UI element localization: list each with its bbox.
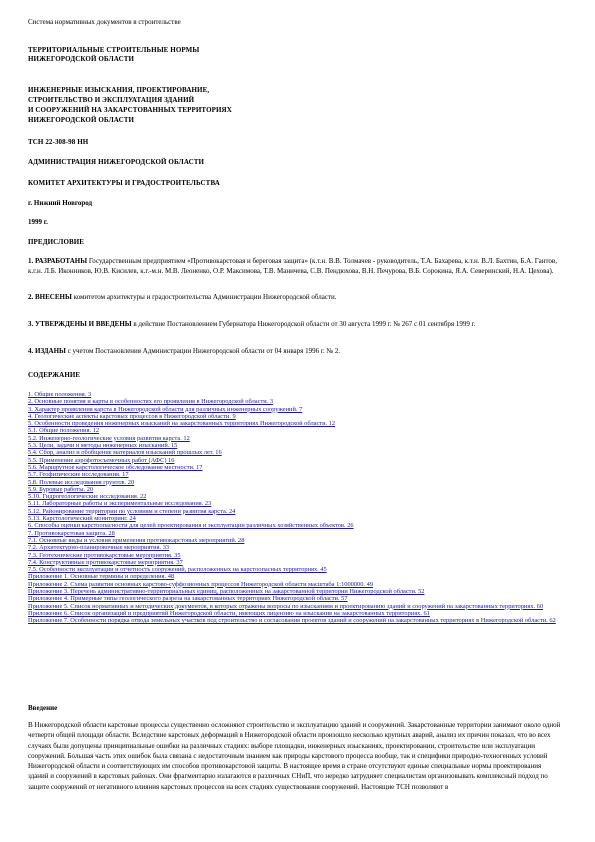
toc-link[interactable]: 5.10. Гидрогеологические исследования. 22 bbox=[28, 493, 147, 501]
preface-item-text: Государственным предприятием «Противокарстовая и береговая защита» (к.т.н. В.В. Толмачев - руководитель, Т.А. Бахарева, к.т.н. В.Л. Бахтин, Б.А. Гантов, к.г.н. Л.Б. Иконников, Ю.В. Кисилев, к.г.-м.н. М.В. Леоненко, О.Р. Максимова, Т.В. Маничева, С.В. Пендюхова, В.Н. Печурова, В.Б. Сорокина, Я.А. Северинский, Н.А. Цехова). bbox=[28, 257, 557, 275]
toc-link[interactable]: 5.1. Общие положения. 12 bbox=[28, 427, 100, 435]
toc-link[interactable]: Приложение 4. Примерные типы геологического разреза на закарстованных территориях Нижегородской области. 57 bbox=[28, 595, 348, 603]
toc-item bbox=[28, 464, 568, 471]
toc-item bbox=[28, 530, 568, 537]
toc-link[interactable]: 5.4. Сбор, анализ и обобщение материалов изысканий прошлых лет. 16 bbox=[28, 449, 222, 457]
toc-link[interactable]: 6. Способы оценки карстоопасности для целей проектирования и эксплуатации различных хозяйственных объектов. 26 bbox=[28, 522, 354, 530]
subject-line-3: И СООРУЖЕНИЙ НА ЗАКАРСТОВАННЫХ ТЕРРИТОРИЯХ bbox=[28, 106, 232, 114]
toc-item bbox=[28, 471, 568, 478]
city: г. Нижний Новгород bbox=[28, 199, 93, 207]
toc-link[interactable]: 7.5. Особенности эксплуатации и отчетность сооружений, расположенных на карстоопасных территориях. 45 bbox=[28, 566, 327, 574]
toc-link[interactable]: 5.6. Маршрутное карстологическое обследование местности. 17 bbox=[28, 463, 203, 471]
toc-item bbox=[28, 449, 568, 456]
subject-line-4: НИЖЕГОРОДСКОЙ ОБЛАСТИ bbox=[28, 116, 135, 124]
toc-link[interactable]: 5.8. Полевые исследования грунтов. 20 bbox=[28, 478, 135, 486]
toc-item bbox=[28, 413, 568, 420]
toc-link[interactable]: 7.3. Геотехнические противокарстовые мероприятия. 35 bbox=[28, 551, 181, 559]
toc-item bbox=[28, 595, 568, 602]
toc-item bbox=[28, 573, 568, 580]
toc-item bbox=[28, 500, 568, 507]
toc-item bbox=[28, 486, 568, 493]
toc-link[interactable]: 5.2. Инженерно-геологические условия развития карста. 12 bbox=[28, 434, 190, 442]
preface-item-1 bbox=[28, 256, 563, 276]
toc-link[interactable]: 5.9. Буровые работы. 20 bbox=[28, 485, 94, 493]
toc-link[interactable]: 1. Общие положения. 3 bbox=[28, 391, 92, 398]
toc-link[interactable]: 3. Характер проявления карста в Нижегородской области для различных инженерных сооружений. 7 bbox=[28, 405, 303, 413]
title-line-1: ТЕРРИТОРИАЛЬНЫЕ СТРОИТЕЛЬНЫЕ НОРМЫ bbox=[28, 46, 200, 54]
toc-link[interactable]: Приложение 7. Особенности порядка отвода земельных участков под строительство и согласования проектов зданий и сооружений на закарстованных территориях в Нижегородской области. 62 bbox=[28, 617, 556, 625]
toc-item bbox=[28, 391, 568, 398]
toc-item bbox=[28, 588, 568, 595]
toc-link[interactable]: 5.13. Карстологический мониторинг. 24 bbox=[28, 515, 136, 523]
toc-link[interactable]: Приложение 5. Список нормативных и методических документов, в которых отражены вопросы по изысканиям и проектированию зданий и сооружений на закарстованных территориях. 60 bbox=[28, 602, 544, 610]
intro-paragraph: В Нижегородской области карстовые процессы существенно осложняют строительство и эксплуатацию зданий и сооружений. Закарстованные территории занимают около одной четверти общей площади области. Вследствие карстовых деформаций в Нижегородской области произошло несколько крупных аварий, анализ их причин показал, что во всех случаях были допущены принципиальные ошибки на различных стадиях: выборе площадки, инженерных изысканиях, проектировании, строительстве или эксплуатации сооружений. Большая часть этих ошибок была связана с недостаточным знанием как природы карстового процесса вообще, так и специфики природно-техногенных условий Нижегородской области и соответствующих им способов противокарстовой защиты. В настоящее время в стране отсутствуют единые специальные нормы проектирования зданий и сооружений в карстовых районах. Они фрагментарно излагаются в различных СНиП, что нередко затрудняет специалистам организовывать комплексный подход по защите сооружений от негативного влияния карстовых процессов на всех стадиях существования сооружений. Настоящие ТСН позволяют в bbox=[28, 721, 561, 791]
toc-link[interactable]: 5.3. Цели, задачи и методы инженерных изысканий. 15 bbox=[28, 442, 178, 450]
toc-link[interactable]: 4. Геологические аспекты карстовых процессов в Нижегородской области. 9 bbox=[28, 412, 236, 420]
toc-item bbox=[28, 406, 568, 413]
committee-name: КОМИТЕТ АРХИТЕКТУРЫ И ГРАДОСТРОИТЕЛЬСТВА bbox=[28, 179, 220, 187]
toc-item bbox=[28, 617, 568, 624]
toc-link[interactable]: 5.7. Геофизические исследования. 17 bbox=[28, 471, 129, 479]
toc-item bbox=[28, 537, 568, 544]
toc-link[interactable]: 5.11. Лабораторные работы и экспериментальные исследования. 23 bbox=[28, 500, 212, 508]
toc-link[interactable]: 7. Противокарстовая защита. 28 bbox=[28, 529, 115, 537]
toc-link[interactable]: 2. Основные понятия и карты в особенностях его проявления в Нижегородской области. 3 bbox=[28, 398, 274, 406]
toc-link[interactable]: Приложение 3. Перечень административно-территориальных единиц, расположенных на закарстованной территории Нижегородской области. 52 bbox=[28, 588, 425, 596]
toc-item bbox=[28, 398, 568, 405]
toc-item bbox=[28, 493, 568, 500]
title-line-2: НИЖЕГОРОДСКОЙ ОБЛАСТИ bbox=[28, 55, 135, 63]
toc-link[interactable]: 7.4. Конструктивные противокарстовые мероприятия. 37 bbox=[28, 558, 183, 566]
preface-item-lead: 1. РАЗРАБОТАНЫ bbox=[28, 257, 88, 265]
toc-link[interactable]: Приложение 2. Схема развития основных карстово-суффозионных процессов Нижегородской области масштаба 1:1000000. 49 bbox=[28, 580, 374, 588]
toc-item bbox=[28, 603, 568, 610]
toc-link[interactable]: Приложение 6. Список организаций и предприятий Нижегородской области, имеющих лицензию на изыскания на закарстованных территориях. 61 bbox=[28, 609, 430, 617]
toc-item bbox=[28, 427, 568, 434]
preface-item-lead: 4. ИЗДАНЫ bbox=[28, 347, 66, 355]
administration-name: АДМИНИСТРАЦИЯ НИЖЕГОРОДСКОЙ ОБЛАСТИ bbox=[28, 158, 205, 166]
preface-item-lead: 2. ВНЕСЕНЫ bbox=[28, 293, 72, 301]
toc-item bbox=[28, 566, 568, 573]
toc-link[interactable]: 7.2. Архитектурно-планировочные мероприятия. 33 bbox=[28, 544, 170, 552]
toc-item bbox=[28, 544, 568, 551]
toc-item bbox=[28, 522, 568, 529]
toc-item bbox=[28, 610, 568, 617]
preface-item-text: в действие Постановлением Губернатора Нижегородской области от 30 августа 1999 г. № 267 с 01 сентября 1999 г. bbox=[131, 320, 476, 328]
toc-item bbox=[28, 559, 568, 566]
toc-link[interactable]: 7.1. Основные виды и условия применения противокарстовых мероприятий. 28 bbox=[28, 536, 245, 544]
toc-item bbox=[28, 457, 568, 464]
subject-line-1: ИНЖЕНЕРНЫЕ ИЗЫСКАНИЯ, ПРОЕКТИРОВАНИЕ, bbox=[28, 86, 210, 94]
document-code: ТСН 22-308-98 НН bbox=[28, 138, 89, 146]
toc-item bbox=[28, 508, 568, 515]
preface-item-2 bbox=[28, 292, 563, 302]
table-of-contents bbox=[28, 391, 568, 625]
toc-item bbox=[28, 435, 568, 442]
preface-item-3 bbox=[28, 319, 563, 329]
toc-item bbox=[28, 442, 568, 449]
toc-item bbox=[28, 479, 568, 486]
header-line: Система нормативных документов в строительстве bbox=[28, 18, 181, 26]
toc-link[interactable]: Приложение 1. Основные термины и определения. 48 bbox=[28, 573, 175, 581]
toc-item bbox=[28, 552, 568, 559]
year: 1999 г. bbox=[28, 218, 48, 226]
preface-item-lead: 3. УТВЕРЖДЕНЫ И ВВЕДЕНЫ bbox=[28, 320, 132, 328]
preface-heading: ПРЕДИСЛОВИЕ bbox=[28, 238, 85, 246]
preface-item-text: комитетом архитектуры и градостроительства Администрации Нижегородской области. bbox=[71, 293, 337, 301]
toc-item bbox=[28, 581, 568, 588]
toc-item bbox=[28, 420, 568, 427]
preface-item-4 bbox=[28, 346, 563, 356]
preface-item-text: с учетом Постановления Администрации Нижегородской области от 04 января 1996 г. № 2. bbox=[65, 347, 341, 355]
intro-heading: Введение bbox=[28, 704, 58, 712]
contents-heading: СОДЕРЖАНИЕ bbox=[28, 371, 81, 379]
subject-line-2: СТРОИТЕЛЬСТВО И ЭКСПЛУАТАЦИЯ ЗДАНИЙ bbox=[28, 96, 195, 104]
toc-link[interactable]: 5.12. Районирование территории по условиям и степени развития карста. 24 bbox=[28, 507, 236, 515]
toc-link[interactable]: 5.5. Применение аэрофотосъемочных работ (АФС) 16 bbox=[28, 456, 175, 464]
toc-link[interactable]: 5. Особенности проведения инженерных изысканий на закарстованных территориях Нижегородской области. 12 bbox=[28, 420, 336, 428]
toc-item bbox=[28, 515, 568, 522]
